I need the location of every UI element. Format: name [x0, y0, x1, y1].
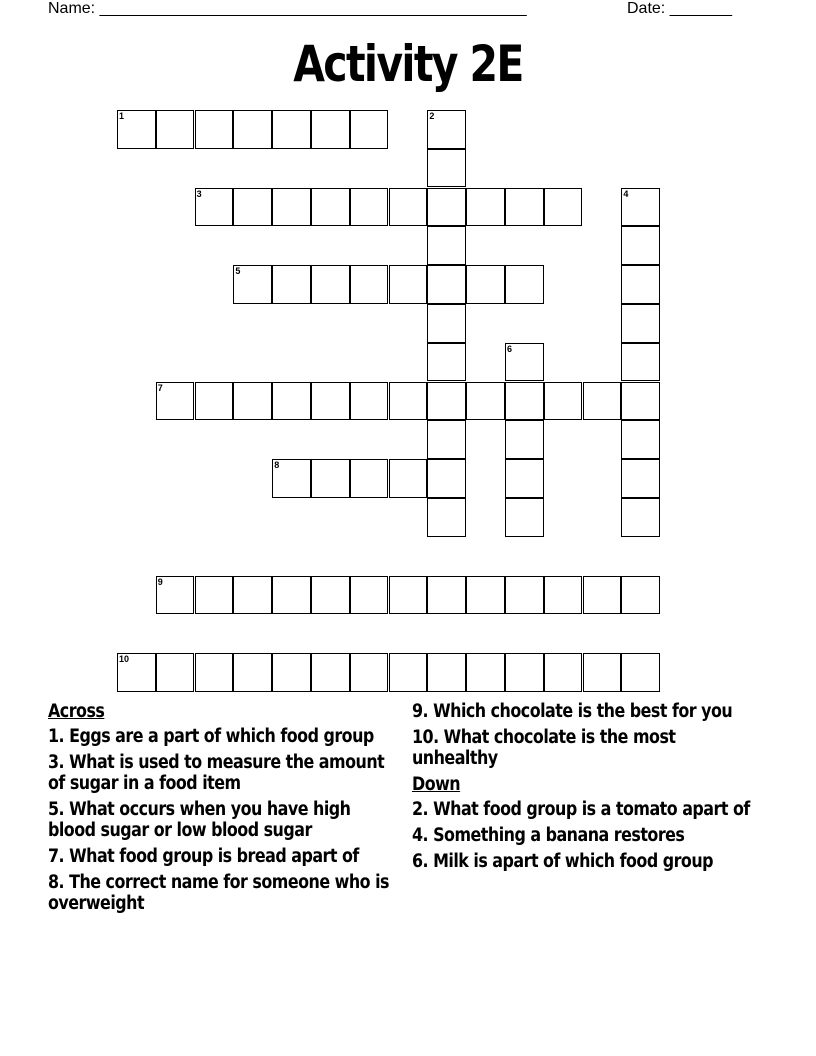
crossword-cell[interactable] [389, 653, 428, 692]
crossword-cell[interactable] [233, 188, 272, 227]
crossword-cell[interactable] [350, 576, 389, 615]
crossword-cell[interactable] [272, 576, 311, 615]
crossword-cell[interactable] [583, 382, 622, 421]
crossword-cell[interactable] [195, 188, 234, 227]
crossword-cell[interactable] [583, 653, 622, 692]
crossword-cell[interactable] [466, 265, 505, 304]
crossword-cell[interactable] [427, 188, 466, 227]
crossword-cell[interactable] [233, 265, 272, 304]
crossword-cell[interactable] [621, 226, 660, 265]
crossword-cell[interactable] [389, 459, 428, 498]
crossword-cell[interactable] [389, 382, 428, 421]
clue-down-6: 6. Milk is apart of which food group [412, 851, 714, 872]
crossword-cell[interactable] [466, 576, 505, 615]
clue-number: 5 [235, 266, 241, 277]
crossword-cell[interactable] [427, 498, 466, 537]
clue-across-1: 1. Eggs are a part of which food group [48, 726, 374, 747]
crossword-cell[interactable] [621, 382, 660, 421]
crossword-cell[interactable] [389, 188, 428, 227]
crossword-cell[interactable] [427, 265, 466, 304]
crossword-cell[interactable] [389, 265, 428, 304]
crossword-cell[interactable] [621, 265, 660, 304]
across-heading: Across [48, 701, 105, 722]
clue-across-3: 3. What is used to measure the amount of sugar in a food item [48, 752, 385, 794]
crossword-cell[interactable] [233, 382, 272, 421]
crossword-cell[interactable] [117, 653, 156, 692]
crossword-cell[interactable] [350, 188, 389, 227]
crossword-cell[interactable] [621, 576, 660, 615]
crossword-cell[interactable] [427, 226, 466, 265]
crossword-cell[interactable] [466, 188, 505, 227]
crossword-cell[interactable] [466, 382, 505, 421]
clue-down-2: 2. What food group is a tomato apart of [412, 799, 750, 820]
crossword-cell[interactable] [505, 576, 544, 615]
crossword-cell[interactable] [544, 382, 583, 421]
crossword-cell[interactable] [389, 576, 428, 615]
crossword-cell[interactable] [311, 459, 350, 498]
clue-across-9: 9. Which chocolate is the best for you [412, 701, 733, 722]
crossword-cell[interactable] [350, 382, 389, 421]
crossword-cell[interactable] [505, 459, 544, 498]
crossword-cell[interactable] [505, 420, 544, 459]
crossword-cell[interactable] [233, 653, 272, 692]
crossword-cell[interactable] [621, 459, 660, 498]
clue-number: 8 [274, 460, 280, 471]
page-title: Activity 2E [293, 35, 523, 93]
crossword-cell[interactable] [505, 188, 544, 227]
crossword-cell[interactable] [311, 576, 350, 615]
crossword-cell[interactable] [156, 382, 195, 421]
clues-right-column [412, 701, 757, 877]
clue-number: 3 [196, 188, 202, 199]
clue-down-4: 4. Something a banana restores [412, 825, 685, 846]
crossword-cell[interactable] [427, 343, 466, 382]
crossword-cell[interactable] [427, 459, 466, 498]
clue-number: 1 [119, 111, 125, 121]
crossword-cell[interactable] [195, 110, 234, 149]
crossword-cell[interactable] [272, 188, 311, 227]
crossword-cell[interactable] [311, 110, 350, 149]
crossword-cell[interactable] [350, 459, 389, 498]
crossword-cell[interactable] [621, 420, 660, 459]
crossword-cell[interactable] [272, 653, 311, 692]
crossword-cell[interactable] [311, 653, 350, 692]
crossword-cell[interactable] [505, 343, 544, 382]
crossword-cell[interactable] [350, 265, 389, 304]
crossword-cell[interactable] [427, 304, 466, 343]
clue-across-7: 7. What food group is bread apart of [48, 846, 359, 867]
clue-number: 4 [623, 188, 629, 199]
down-heading: Down [412, 774, 461, 795]
crossword-cell[interactable] [427, 420, 466, 459]
crossword-cell[interactable] [195, 576, 234, 615]
clue-across-10: 10. What chocolate is the most unhealthy [412, 727, 676, 769]
crossword-cell[interactable] [621, 188, 660, 227]
clue-number: 7 [157, 382, 163, 393]
crossword-cell[interactable] [233, 576, 272, 615]
crossword-cell[interactable] [195, 653, 234, 692]
crossword-cell[interactable] [156, 576, 195, 615]
crossword-cell[interactable] [621, 304, 660, 343]
crossword-cell[interactable] [350, 110, 389, 149]
crossword-cell[interactable] [544, 188, 583, 227]
crossword-cell[interactable] [427, 653, 466, 692]
clue-number: 6 [507, 343, 513, 354]
crossword-cell[interactable] [272, 382, 311, 421]
crossword-cell[interactable] [195, 382, 234, 421]
crossword-cell[interactable] [583, 576, 622, 615]
clue-across-5: 5. What occurs when you have high blood sugar or low blood sugar [48, 799, 351, 841]
crossword-cell[interactable] [621, 653, 660, 692]
crossword-cell[interactable] [427, 382, 466, 421]
clue-number: 2 [429, 111, 435, 121]
clue-number: 10 [119, 654, 130, 665]
crossword-cell[interactable] [427, 149, 466, 188]
crossword-cell[interactable] [311, 188, 350, 227]
crossword-cell[interactable] [156, 653, 195, 692]
date-field[interactable]: Date: _______ [627, 0, 732, 17]
crossword-cell[interactable] [156, 110, 195, 149]
crossword-cell[interactable] [505, 498, 544, 537]
crossword-cell[interactable] [505, 265, 544, 304]
crossword-cell[interactable] [311, 382, 350, 421]
crossword-cell[interactable] [427, 110, 466, 149]
name-field[interactable]: Name: ________________________________________________ [48, 0, 527, 17]
crossword-cell[interactable] [350, 653, 389, 692]
crossword-cell[interactable] [621, 343, 660, 382]
crossword-cell[interactable] [311, 265, 350, 304]
crossword-cell[interactable] [505, 382, 544, 421]
crossword-cell[interactable] [544, 653, 583, 692]
crossword-cell[interactable] [233, 110, 272, 149]
crossword-cell[interactable] [466, 653, 505, 692]
crossword-cell[interactable] [272, 265, 311, 304]
crossword-cell[interactable] [427, 576, 466, 615]
crossword-cell[interactable] [505, 653, 544, 692]
crossword-cell[interactable] [272, 459, 311, 498]
clue-across-8: 8. The correct name for someone who is overweight [48, 872, 389, 914]
crossword-cell[interactable] [544, 576, 583, 615]
crossword-cell[interactable] [272, 110, 311, 149]
crossword-cell[interactable] [117, 110, 156, 149]
clues-left-column [48, 701, 393, 919]
clue-number: 9 [157, 576, 163, 587]
crossword-cell[interactable] [621, 498, 660, 537]
